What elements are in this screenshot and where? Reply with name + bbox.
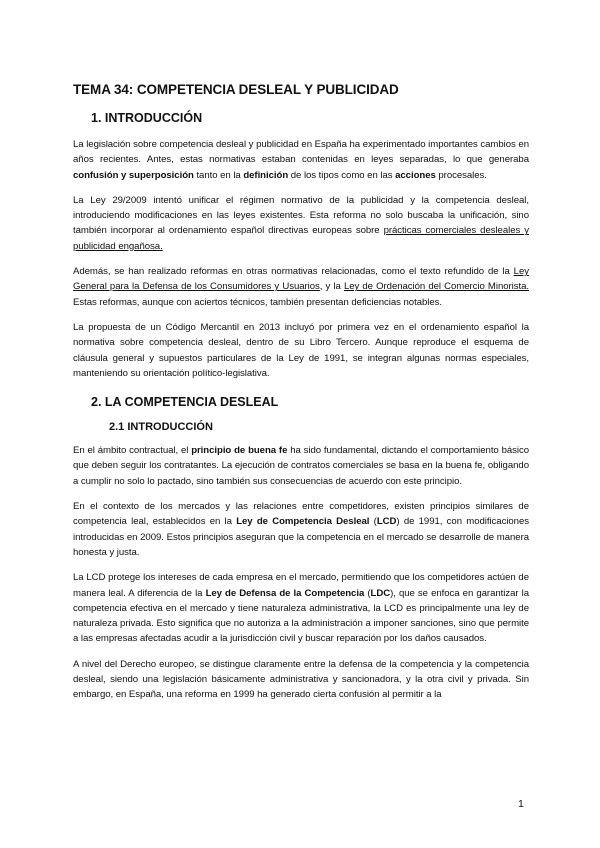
text-run: , y la [319,281,344,293]
paragraph-competencia-2 [73,499,529,560]
underlined-run: prácticas comerciales desleales y publicidad engañosa. [73,225,529,252]
text-run: ), que se enfoca en garantizar la competencia efectiva en el mercado y tiene naturaleza administrativa, la LCD es principalmente una ley de naturaleza privada. Esto significa que no autoriza a la administración a imponer sanciones, sino que permite a las empresas afectadas acudir a la jurisdicción civil y buscar reparación por los daños causados. [73,587,529,645]
page-number: 1 [518,798,524,810]
text-run: tanto en la [193,169,244,181]
underlined-run: Ley de Ordenación del Comercio Minorista. [343,281,530,293]
paragraph-competencia-4: A nivel del Derecho europeo, se distingue claramente entre la defensa de la competencia y la competencia desleal, siendo una legislación básicamente administrativa y sancionadora, y la otra civil y privada. Sin embargo, en España, una reforma en 1999 ha generado cierta confusión al permitir a la [73,658,529,701]
bold-run: definición [243,169,289,181]
text-run: de los tipos como en las [288,169,396,181]
text-run: Además, se han realizado reformas en otras normativas relacionadas, como el texto refundido de la [73,266,514,278]
paragraph-competencia-1 [73,443,529,489]
paragraph-intro-3 [73,264,529,310]
text-run: ( [369,516,377,528]
section-heading-competencia-desleal: 2. LA COMPETENCIA DESLEAL [91,395,279,410]
paragraph-intro-1 [73,137,529,183]
bold-run: confusión y superposición [73,169,194,181]
text-run: ha sido fundamental, dictando el comportamiento básico que deben seguir los contratantes. La ejecución de contratos comerciales se basa en la buena fe, obligando a cumplir no solo lo pactado, sino también sus consecuencias de acuerdo con este principio. [73,445,530,487]
text-run: procesales. [435,169,487,181]
text-run: ) de 1991, con modificaciones introducidas en 2009. Estos principios aseguran que la competencia en el mercado se desarrolle de manera honesta y justa. [73,516,530,558]
text-run: La Ley 29/2009 intentó unificar el régimen normativo de la publicidad y la competencia desleal, introduciendo modificaciones en las leyes existentes. Esta reforma no solo buscaba la unificación, sino también incorporar al ordenamiento español directivas europeas sobre [73,194,529,237]
section-heading-introduccion: 1. INTRODUCCIÓN [91,111,203,125]
paragraph-competencia-3 [73,570,529,646]
text-run: En el ámbito contractual, el [73,445,192,457]
bold-run: acciones [395,169,436,181]
text-run: En el contexto de los mercados y las relaciones entre competidores, existen principios similares de competencia leal, establecidos en la [73,501,529,528]
text-run: La LCD protege los intereses de cada empresa en el mercado, permitiendo que los competidores actúen de manera leal. A diferencia de la [73,572,529,599]
text-run: ( [364,587,371,599]
bold-run: Ley de Defensa de la Competencia [205,587,365,599]
paragraph-intro-4: La propuesta de un Código Mercantil en 2013 incluyó por primera vez en el ordenamiento español la normativa sobre competencia desleal, dentro de su Libro Tercero. Aunque reproduce el esquema de cláusula general y supuestos particulares de la Ley de 1991, se integran algunas normas especiales, manteniendo su orientación político-legislativa. [73,321,529,379]
document-body [73,82,529,713]
bold-run: principio de buena fe [191,445,288,457]
bold-run: LDC [370,587,391,599]
text-run: Estas reformas, aunque con aciertos técnicos, también presentan deficiencias notables. [73,296,443,308]
text-run: La legislación sobre competencia desleal y publicidad en España ha experimentado importantes cambios en años recientes. Antes, estas normativas estaban contenidas en leyes separadas, lo que generaba [73,139,529,166]
paragraph-intro-2 [73,193,529,254]
bold-run: LCD [376,516,397,528]
bold-run: Ley de Competencia Desleal [236,516,370,528]
subsection-heading-introduccion: 2.1 INTRODUCCIÓN [109,421,213,434]
underlined-run: Ley General para la Defensa de los Consumidores y Usuarios [73,266,529,293]
document-title: TEMA 34: COMPETENCIA DESLEAL Y PUBLICIDAD [73,82,399,97]
